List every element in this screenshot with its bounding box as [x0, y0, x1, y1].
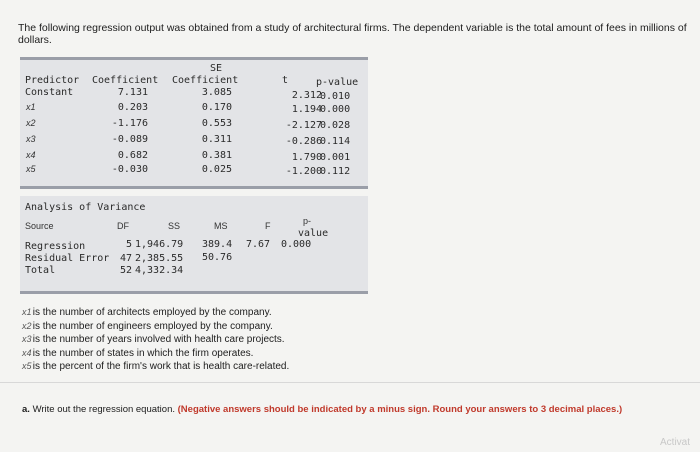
definition-text: is the number of years involved with health care projects.	[32, 334, 285, 346]
anova-row-ss: 1,946.79	[135, 239, 184, 250]
reg-row-se: 0.311	[201, 134, 232, 145]
reg-row-coefficient: 7.131	[117, 87, 148, 98]
definition-text: is the percent of the firm's work that is health care-related.	[32, 361, 290, 373]
header-t: t	[282, 75, 289, 86]
anova-row-ss: 4,332.34	[135, 265, 184, 276]
reg-row-t: -2.127	[285, 120, 322, 131]
question-text: Write out the regression equation.	[32, 404, 175, 415]
reg-row-se: 0.025	[201, 164, 232, 175]
reg-row-predictor: Constant	[25, 87, 74, 98]
definition-symbol: x1	[22, 307, 32, 317]
anova-row-ss: 2,385.55	[135, 253, 184, 264]
anova-row-f: 7.67	[246, 239, 271, 250]
question-note: (Negative answers should be indicated by a minus sign. Round your answers to 3 decimal places.)	[177, 404, 623, 415]
anova-row-source: Regression	[25, 241, 86, 252]
anova-row-df: 47	[119, 253, 132, 264]
anova-header-ss: SS	[168, 221, 181, 231]
section-divider	[0, 382, 700, 383]
anova-row-p: 0.000	[281, 239, 312, 250]
anova-row-ms: 389.4	[202, 239, 233, 250]
header-se-top: SE	[210, 63, 223, 74]
reg-row-predictor: x1	[26, 102, 36, 112]
reg-row-se: 0.170	[201, 102, 232, 113]
definition-item	[22, 333, 289, 347]
reg-row-p: 0.001	[320, 152, 351, 163]
anova-row-source: Total	[25, 265, 56, 276]
reg-row-coefficient: 0.682	[117, 150, 148, 161]
activation-watermark: Activat	[660, 437, 691, 448]
definition-item	[22, 347, 289, 361]
regression-table	[20, 57, 368, 189]
reg-row-coefficient: -0.030	[111, 164, 148, 175]
definition-text: is the number of engineers employed by the company.	[32, 320, 273, 332]
question-a	[22, 404, 662, 416]
reg-row-se: 3.085	[201, 87, 232, 98]
header-pvalue: p-value	[316, 77, 359, 88]
definition-item	[22, 306, 289, 320]
reg-row-t: -0.286	[285, 136, 322, 147]
definition-symbol: x5	[22, 361, 32, 372]
question-label: a.	[22, 404, 30, 415]
reg-row-se: 0.381	[201, 150, 232, 161]
header-predictor: Predictor	[25, 75, 80, 86]
anova-row-df: 52	[119, 265, 132, 276]
anova-row-df: 5	[125, 239, 132, 250]
intro-text: The following regression output was obtained from a study of architectural firms. The dependent variable is the total amount of fees in millions of dollars.	[18, 22, 687, 46]
anova-header-df: DF	[117, 221, 129, 231]
anova-header-p-bottom: value	[298, 228, 329, 239]
definition-symbol: x3	[22, 334, 32, 345]
variable-definitions	[22, 306, 289, 374]
definition-symbol: x2	[22, 320, 32, 331]
definition-item	[22, 320, 289, 334]
reg-row-t: 1.790	[291, 152, 322, 163]
reg-row-coefficient: 0.203	[117, 102, 148, 113]
reg-row-predictor: x3	[26, 134, 36, 144]
reg-row-t: -1.200	[285, 166, 322, 177]
anova-row-source: Residual Error	[25, 253, 110, 264]
anova-title: Analysis of Variance	[25, 202, 146, 213]
reg-row-se: 0.553	[201, 118, 232, 129]
anova-table	[20, 196, 368, 294]
definition-symbol: x4	[22, 347, 32, 358]
anova-header-f: F	[265, 221, 271, 231]
anova-header-p-top: p-	[303, 216, 312, 226]
reg-row-p: 0.028	[320, 120, 351, 131]
reg-row-predictor: x2	[26, 118, 36, 128]
reg-row-t: 1.194	[291, 104, 322, 115]
definition-text: is the number of architects employed by the company.	[32, 307, 272, 318]
anova-header-source: Source	[25, 221, 54, 231]
definition-item	[22, 360, 289, 374]
reg-row-coefficient: -1.176	[111, 118, 148, 129]
anova-header-ms: MS	[214, 221, 228, 231]
reg-row-p: 0.000	[320, 104, 351, 115]
reg-row-predictor: x5	[26, 164, 36, 174]
header-coefficient: Coefficient	[92, 75, 159, 86]
reg-row-predictor: x4	[26, 150, 36, 160]
reg-row-p: 0.114	[320, 136, 351, 147]
anova-row-ms: 50.76	[202, 252, 233, 263]
definition-text: is the number of states in which the firm operates.	[32, 347, 254, 359]
reg-row-p: 0.112	[320, 166, 351, 177]
header-se-bottom: Coefficient	[172, 75, 239, 86]
reg-row-p: 0.010	[320, 91, 351, 102]
reg-row-coefficient: -0.089	[111, 134, 148, 145]
reg-row-t: 2.312	[291, 90, 322, 101]
